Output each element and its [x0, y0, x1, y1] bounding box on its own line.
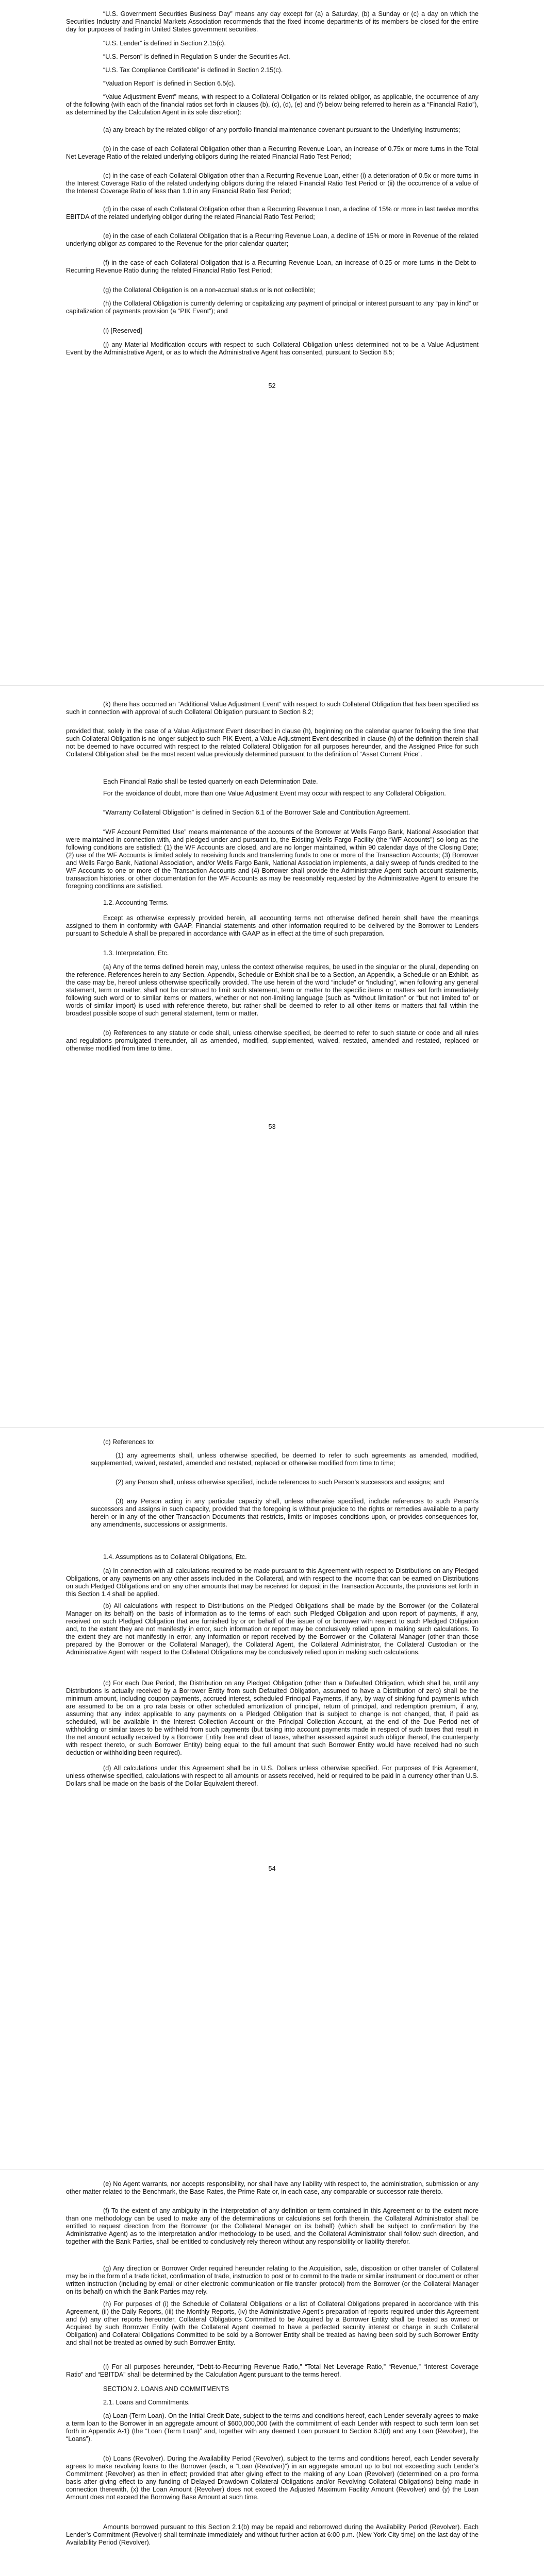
paragraph: (i) For all purposes hereunder, “Debt-to-Recurring Revenue Ratio,” “Total Net Leverage Ratio,” “Revenue,” “Interest Coverage Ratio” and “EBITDA” shall be determined by the Calculation Agent pursuant to the terms hereof. [66, 2363, 479, 2378]
paragraph: Each Financial Ratio shall be tested quarterly on each Determination Date. [103, 778, 318, 785]
paragraph: (h) the Collateral Obligation is currently deferring or capitalizing any payment of principal or interest pursuant to any “pay in kind” or capitalization of payments provision (a “PIK Event”); and [66, 300, 479, 315]
paragraph: (e) No Agent warrants, nor accepts responsibility, nor shall have any liability with respect to, the administration, submission or any other matter related to the Benchmark, the Base Rates, the Prime Rate or, in each case, any comparable or successor rate thereto. [66, 2180, 479, 2195]
paragraph: (k) there has occurred an “Additional Value Adjustment Event” with respect to such Collateral Obligation that has been specified as such in connection with approval of such Collateral Obligation pursuant to Section 8.2; [66, 701, 479, 716]
paragraph: (e) in the case of each Collateral Obligation that is a Recurring Revenue Loan, a decline of 15% or more in Revenue of the related underlying obligor as compared to the Revenue for the prior calendar quarter; [66, 232, 479, 247]
paragraph: (3) any Person acting in any particular capacity shall, unless otherwise specified, include references to such Person’s successors and assigns in such capacity, provided that the foregoing is without prejudice to the rights or remedies available to a party herein or in any of the other Transaction Documents that restricts, limits or imposes conditions upon, or provides consequences for, any amendments, successions or assignments. [91, 1498, 479, 1528]
paragraph: (2) any Person shall, unless otherwise specified, include references to such Person’s successors and assigns; and [116, 1479, 444, 1486]
paragraph: (i) [Reserved] [103, 327, 142, 334]
page-number: 53 [268, 1123, 276, 1130]
document-page-53 [0, 685, 544, 1427]
paragraph: (c) in the case of each Collateral Obligation other than a Recurring Revenue Loan, either (i) a deterioration of 0.5x or more turns in the Interest Coverage Ratio of the related underlying obligors during the related Financial Ratio Test Period or (ii) the occurrence of a value of the Interest Coverage Ratio of less than 1.0 in any Financial Ratio Test Period; [66, 172, 479, 195]
page-number: 54 [268, 1865, 276, 1872]
paragraph: (c) References to: [103, 1438, 155, 1446]
paragraph: “U.S. Government Securities Business Day” means any day except for (a) a Saturday, (b) a Sunday or (c) a day on which the Securities Industry and Financial Markets Association recommends that the fixed income departments of its members be closed for the entire day for purposes of trading in United States government securities. [66, 10, 479, 33]
paragraph: Except as otherwise expressly provided herein, all accounting terms not otherwise defined herein shall have the meanings assigned to them in conformity with GAAP. Financial statements and other information required to be delivered by the Borrower to Lenders pursuant to Schedule A shall be prepared in accordance with GAAP as in effect at the time of such preparation. [66, 914, 479, 937]
paragraph: “Warranty Collateral Obligation” is defined in Section 6.1 of the Borrower Sale and Contribution Agreement. [103, 809, 410, 816]
section-heading: 1.2. Accounting Terms. [103, 899, 169, 906]
paragraph: “WF Account Permitted Use” means maintenance of the accounts of the Borrower at Wells Fargo Bank, National Association that were maintained in connection with, and pledged under and pursuant to, the Existing Wells Fargo Facility (the “WF Accounts”) so long as the following conditions are satisfied: (1) the WF Accounts are closed, and are no longer maintained, within 90 calendar days of the Closing Date; (2) use of the WF Accounts is limited solely to receiving funds and transferring funds to one or more of the Transaction Accounts; (3) Borrower and Wells Fargo Bank, National Association, and/or Wells Fargo Bank, National Association implements, a daily sweep of funds credited to the WF Accounts to one or more of the Transaction Accounts and (4) Borrower shall provide the Administrative Agent such account statements, transaction histories, or other documentation for the WF Accounts as may be reasonably requested by the Administrative Agent to ensure the foregoing conditions are satisfied. [66, 828, 479, 890]
paragraph: (a) any breach by the related obligor of any portfolio financial maintenance covenant pursuant to the Underlying Instruments; [103, 126, 460, 133]
paragraph: Amounts borrowed pursuant to this Section 2.1(b) may be repaid and reborrowed during the Availability Period (Revolver). Each Lender’s Commitment (Revolver) shall terminate immediately and without further action at 6:00 p.m. (New York City time) on the last day of the Availability Period (Revolver). [66, 2523, 479, 2546]
paragraph: “Valuation Report” is defined in Section 6.5(c). [103, 80, 236, 87]
paragraph: (j) any Material Modification occurs with respect to such Collateral Obligation unless determined not to be a Value Adjustment Event by the Administrative Agent, or as to which the Administrative Agent has consented, pursuant to Section 8.5; [66, 341, 479, 356]
paragraph: “U.S. Tax Compliance Certificate” is defined in Section 2.15(c). [103, 66, 283, 74]
paragraph: (c) For each Due Period, the Distribution on any Pledged Obligation (other than a Defaulted Obligation, which shall be, until any Distributions is actually received by a Borrower Entity from such Defaulted Obligation, assumed to have a Distribution of zero) shall be the minimum amount, including coupon payments, accrued interest, scheduled Principal Payments, if any, by way of sinking fund payments which are assumed to be on a pro rata basis or other scheduled amortization of principal, return of principal, and redemption premium, if any, assuming that any index applicable to any payments on a Pledged Obligation that is subject to change is not changed, that, if paid as scheduled, will be available in the Interest Collection Account or the Principal Collection Account, at the end of the Due Period net of withholding or similar taxes to be withheld from such payments (but taking into account payments made in respect of such taxes that result in the net amount actually received by a Borrower Entity free and clear of taxes, whether assessed against such obligor thereof, the counterparty with respect thereto, or such Borrower Entity) being equal to the full amount that such Borrower Entity would have received had no such deduction or withholding been required). [66, 1680, 479, 1756]
article-heading: SECTION 2. LOANS AND COMMITMENTS [103, 2385, 229, 2393]
section-heading: 2.1. Loans and Commitments. [103, 2399, 190, 2406]
paragraph: (b) Loans (Revolver). During the Availability Period (Revolver), subject to the terms and conditions hereof, each Lender severally agrees to make revolving loans to the Borrower (each, a “Loan (Revolver)”) in an aggregate amount up to but not exceeding such Lender’s Commitment (Revolver) as then in effect; provided that after giving effect to the making of any Loan (Revolver) (determined on a pro forma basis after giving effect to any funding of Delayed Drawdown Collateral Obligations and/or Revolving Collateral Obligations) being made in connection therewith, (x) the Loan Amount (Revolver) does not exceed the Adjusted Maximum Facility Amount (Revolver) and (y) the Loan Amount does not exceed the Borrowing Base Amount at such time. [66, 2455, 479, 2501]
paragraph: (g) the Collateral Obligation is on a non-accrual status or is not collectible; [103, 286, 315, 294]
page-number: 52 [268, 382, 276, 389]
paragraph: (h) For purposes of (i) the Schedule of Collateral Obligations or a list of Collateral Obligations prepared in accordance with this Agreement, (ii) the Daily Reports, (iii) the Monthly Reports, (iv) the Administrative Agent’s preparation of reports required under this Agreement and (v) any other reports hereunder, Collateral Obligations Committed to be Acquired by a Borrower Entity shall be treated as owned or Acquired by such Borrower Entity (with the Collateral Agent deemed to have a perfected security interest or charge in such Collateral Obligation) and Collateral Obligations Committed to be sold by a Borrower Entity shall be treated as having been sold by such Borrower Entity and shall not be treated as owned by such Borrower Entity. [66, 2300, 479, 2346]
paragraph: (d) All calculations under this Agreement shall be in U.S. Dollars unless otherwise specified. For purposes of this Agreement, unless otherwise specified, calculations with respect to all amounts or assets received, held or required to be paid in a currency other than U.S. Dollars shall be made on the basis of the Dollar Equivalent thereof. [66, 1765, 479, 1787]
paragraph: (1) any agreements shall, unless otherwise specified, be deemed to refer to such agreements as amended, modified, supplemented, waived, restated, amended and restated, replaced or otherwise modified from time to time; [91, 1452, 479, 1467]
paragraph: “Value Adjustment Event” means, with respect to a Collateral Obligation or its related obligor, as applicable, the occurrence of any of the following (with each of the financial ratios set forth in clauses (b), (c), (d), (e) and (f) below being referred to herein as a “Financial Ratio”), as determined by the Calculation Agent in its sole discretion): [66, 93, 479, 116]
document-page-52 [0, 0, 544, 685]
section-heading: 1.4. Assumptions as to Collateral Obligations, Etc. [103, 1553, 247, 1561]
paragraph: (f) To the extent of any ambiguity in the interpretation of any definition or term contained in this Agreement or to the extent more than one methodology can be used to make any of the determinations or calculations set forth therein, the Collateral Administrator shall be entitled to request direction from the Borrower (or the Collateral Manager on its behalf) (which shall be subject to confirmation by the Administrative Agent) as to the interpretation and/or methodology to be used, and the Collateral Administrator shall follow such direction, and together with the Bank Parties, shall be entitled to conclusively rely thereon without any responsibility or liability therefor. [66, 2207, 479, 2245]
paragraph: (b) in the case of each Collateral Obligation other than a Recurring Revenue Loan, an increase of 0.75x or more turns in the Total Net Leverage Ratio of the related underlying obligors during the related Financial Ratio Test Period; [66, 145, 479, 160]
document-page-55 [0, 2169, 544, 2576]
paragraph: “U.S. Lender” is defined in Section 2.15(c). [103, 40, 226, 47]
paragraph: (a) In connection with all calculations required to be made pursuant to this Agreement with respect to Distributions on any Pledged Obligations, or any payments on any other assets included in the Collateral, and with respect to the income that can be earned on Distributions on such Pledged Obligations and on any other amounts that may be received for deposit in the Transaction Accounts, the provisions set forth in this Section 1.4 shall be applied. [66, 1567, 479, 1598]
paragraph: (g) Any direction or Borrower Order required hereunder relating to the Acquisition, sale, disposition or other transfer of Collateral may be in the form of a trade ticket, confirmation of trade, instruction to post or to commit to the trade or similar instrument or document or other written instruction (including by email or other electronic communication or file transfer protocol) from the Borrower (or the Collateral Manager on its behalf) on which the Bank Parties may rely. [66, 2265, 479, 2295]
paragraph: (b) All calculations with respect to Distributions on the Pledged Obligations shall be made by the Borrower (or the Collateral Manager on its behalf) on the basis of information as to the terms of each such Pledged Obligation and upon report of payments, if any, received on such Pledged Obligation that are furnished by or on behalf of the issuer of or borrower with respect to such Pledged Obligation and, to the extent they are not manifestly in error, such information or report may be conclusively relied upon in making such calculations. To the extent they are not manifestly in error, any information or report received by the Borrower or the Collateral Manager (other than those prepared by the Borrower or the Collateral Manager), the Collateral Agent, the Collateral Administrator, the Collateral Custodian or the Administrative Agent with respect to the Collateral Obligations may be conclusively relied upon in making such calculations. [66, 1602, 479, 1656]
paragraph: (a) Loan (Term Loan). On the Initial Credit Date, subject to the terms and conditions hereof, each Lender severally agrees to make a term loan to the Borrower in an aggregate amount of $600,000,000 (with the commitment of each Lender with respect to such term loan set forth in Appendix A-1) (the “Loan (Term Loan)” and, together with any deemed Loan pursuant to Section 6.3(d) and any Loan (Revolver), the “Loans”). [66, 2412, 479, 2443]
paragraph: (b) References to any statute or code shall, unless otherwise specified, be deemed to refer to such statute or code and all rules and regulations promulgated thereunder, all as amended, modified, supplemented, waived, restated, amended and restated, replaced or otherwise modified from time to time. [66, 1029, 479, 1052]
paragraph: “U.S. Person” is defined in Regulation S under the Securities Act. [103, 53, 290, 60]
paragraph: For the avoidance of doubt, more than one Value Adjustment Event may occur with respect to any Collateral Obligation. [103, 790, 446, 797]
paragraph: (a) Any of the terms defined herein may, unless the context otherwise requires, be used in the singular or the plural, depending on the reference. References herein to any Section, Appendix, Schedule or Exhibit shall be to a Section, an Appendix, a Schedule or an Exhibit, as the case may be, hereof unless otherwise specifically provided. The use herein of the word “include” or “including”, when following any general statement, term or matter, shall not be construed to limit such statement, term or matter to the specific items or matters set forth immediately following such word or to similar items or matters, whether or not non-limiting language (such as “without limitation” or “but not limited to” or words of similar import) is used with reference thereto, but rather shall be deemed to refer to all other items or matters that fall within the broadest possible scope of such general statement, term or matter. [66, 963, 479, 1017]
section-heading: 1.3. Interpretation, Etc. [103, 950, 169, 957]
paragraph: (f) in the case of each Collateral Obligation that is a Recurring Revenue Loan, an increase of 0.25 or more turns in the Debt-to-Recurring Revenue Ratio during the related Financial Ratio Test Period; [66, 259, 479, 274]
paragraph: (d) in the case of each Collateral Obligation other than a Recurring Revenue Loan, a decline of 15% or more in last twelve months EBITDA of the related underlying obligor during the related Financial Ratio Test Period; [66, 206, 479, 221]
document-page-54 [0, 1427, 544, 2169]
paragraph: provided that, solely in the case of a Value Adjustment Event described in clause (h), beginning on the calendar quarter following the time that such Collateral Obligation is no longer subject to such PIK Event, a Value Adjustment Event described in clause (h) of the definition therein shall not be deemed to have occurred with respect to the related Collateral Obligation for all purposes hereunder, and the Assigned Price for such Collateral Obligation shall be the most recent value previously determined pursuant to the definition of “Asset Current Price”. [66, 727, 479, 758]
